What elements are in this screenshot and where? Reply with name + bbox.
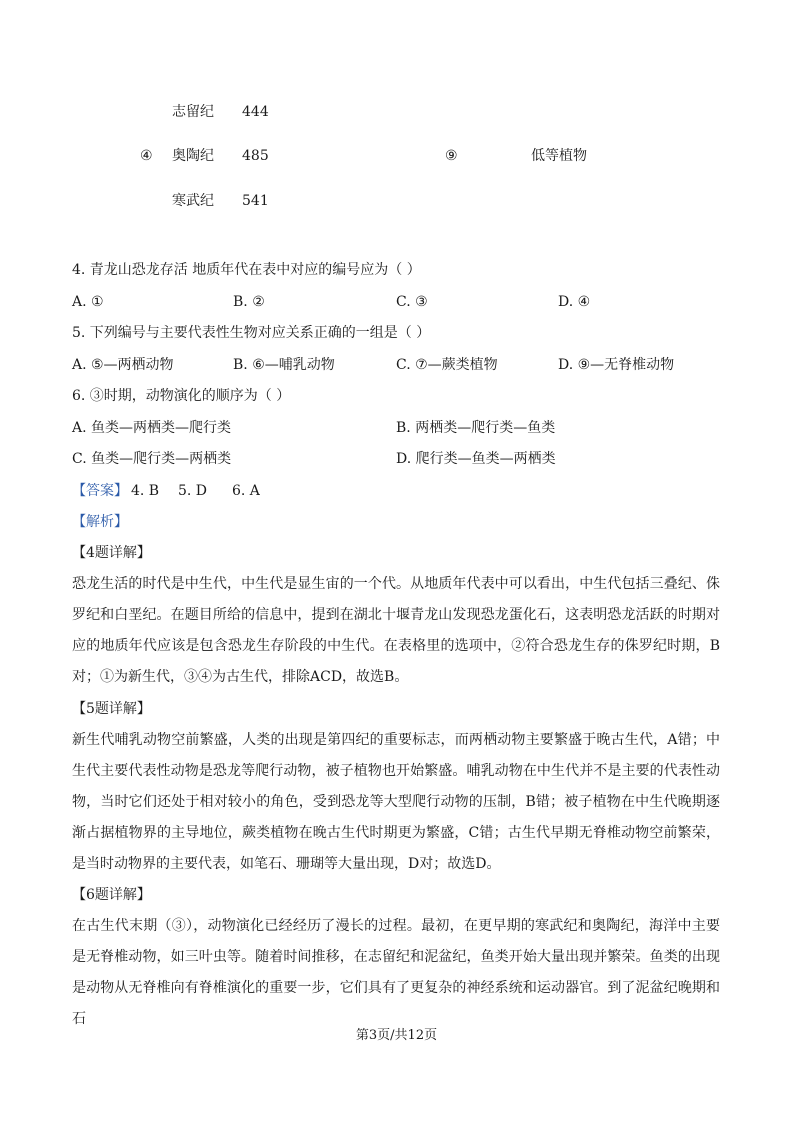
question-5-option-a: A. ⑤—两栖动物 bbox=[72, 357, 174, 373]
table-period: 志留纪 bbox=[172, 104, 214, 120]
table-number: ⑨ bbox=[445, 148, 458, 164]
answer-label: 【答案】 bbox=[72, 483, 128, 499]
question-4-option-b: B. ② bbox=[233, 294, 265, 310]
question-6-option-d: D. 爬行类—鱼类—两栖类 bbox=[396, 451, 556, 467]
question-6-option-a: A. 鱼类—两栖类—爬行类 bbox=[72, 420, 232, 436]
table-age: 444 bbox=[242, 104, 269, 120]
detail-paragraph: 新生代哺乳动物空前繁盛，人类的出现是第四纪的重要标志，而两栖动物主要繁盛于晚古生代，A错；中生代主要代表性动物是恐龙等爬行动物，被子植物也开始繁盛。哺乳动物在中生代并不是主要的代表性动物，当时它们还处于相对较小的角色，受到恐龙等大型爬行动物的压制，B错；被子植物在中生代晚期逐渐占据植物界的主导地位，蕨类植物在晚古生代时期更为繁盛，C错；古生代早期无脊椎动物空前繁荣，是当时动物界的主要代表，如笔石、珊瑚等大量出现，D对；故选D。 bbox=[72, 732, 720, 872]
analysis-label: 【解析】 bbox=[72, 514, 128, 530]
answer-item: 5. D bbox=[178, 483, 208, 499]
detail-heading: 【6题详解】 bbox=[72, 887, 151, 903]
question-4-option-d: D. ④ bbox=[558, 294, 591, 310]
table-period: 寒武纪 bbox=[172, 193, 214, 209]
table-age: 541 bbox=[242, 193, 269, 209]
page-number-footer: 第3页/共12页 bbox=[355, 1028, 438, 1043]
question-6-option-b: B. 两栖类—爬行类—鱼类 bbox=[396, 420, 556, 436]
detail-heading: 【5题详解】 bbox=[72, 701, 151, 717]
table-biota: 低等植物 bbox=[531, 148, 587, 164]
question-5-option-c: C. ⑦—蕨类植物 bbox=[396, 357, 498, 373]
question-4-stem: 4. 青龙山恐龙存活 地质年代在表中对应的编号应为（ ） bbox=[72, 262, 421, 278]
detail-paragraph: 恐龙生活的时代是中生代，中生代是显生宙的一个代。从地质年代表中可以看出，中生代包括三叠纪、侏罗纪和白垩纪。在题目所给的信息中，提到在湖北十堰青龙山发现恐龙蛋化石，这表明恐龙活跃的时期对应的地质年代应该是包含恐龙生存阶段的中生代。在表格里的选项中，②符合恐龙生存的侏罗纪时期，B对；①为新生代，③④为古生代，排除ACD，故选B。 bbox=[72, 576, 720, 685]
question-6-option-c: C. 鱼类—爬行类—两栖类 bbox=[72, 451, 232, 467]
answer-item: 4. B bbox=[131, 483, 160, 499]
question-4-option-c: C. ③ bbox=[396, 294, 428, 310]
question-5-option-b: B. ⑥—哺乳动物 bbox=[233, 357, 335, 373]
answer-item: 6. A bbox=[232, 483, 260, 499]
question-5-stem: 5. 下列编号与主要代表性生物对应关系正确的一组是（ ） bbox=[72, 325, 431, 341]
table-period: 奥陶纪 bbox=[172, 148, 214, 164]
detail-heading: 【4题详解】 bbox=[72, 545, 151, 561]
question-6-stem: 6. ③时期，动物演化的顺序为（ ） bbox=[72, 388, 291, 404]
detail-paragraph: 在古生代末期（③），动物演化已经经历了漫长的过程。最初，在更早期的寒武纪和奥陶纪，海洋中主要是无脊椎动物，如三叶虫等。随着时间推移，在志留纪和泥盆纪，鱼类开始大量出现并繁荣。鱼类的出现是动物从无脊椎向有脊椎演化的重要一步，它们具有了更复杂的神经系统和运动器官。到了泥盆纪晚期和石 bbox=[72, 918, 720, 1027]
table-age: 485 bbox=[242, 148, 269, 164]
question-4-option-a: A. ① bbox=[72, 294, 104, 310]
table-number: ④ bbox=[140, 148, 153, 164]
question-5-option-d: D. ⑨—无脊椎动物 bbox=[558, 357, 675, 373]
